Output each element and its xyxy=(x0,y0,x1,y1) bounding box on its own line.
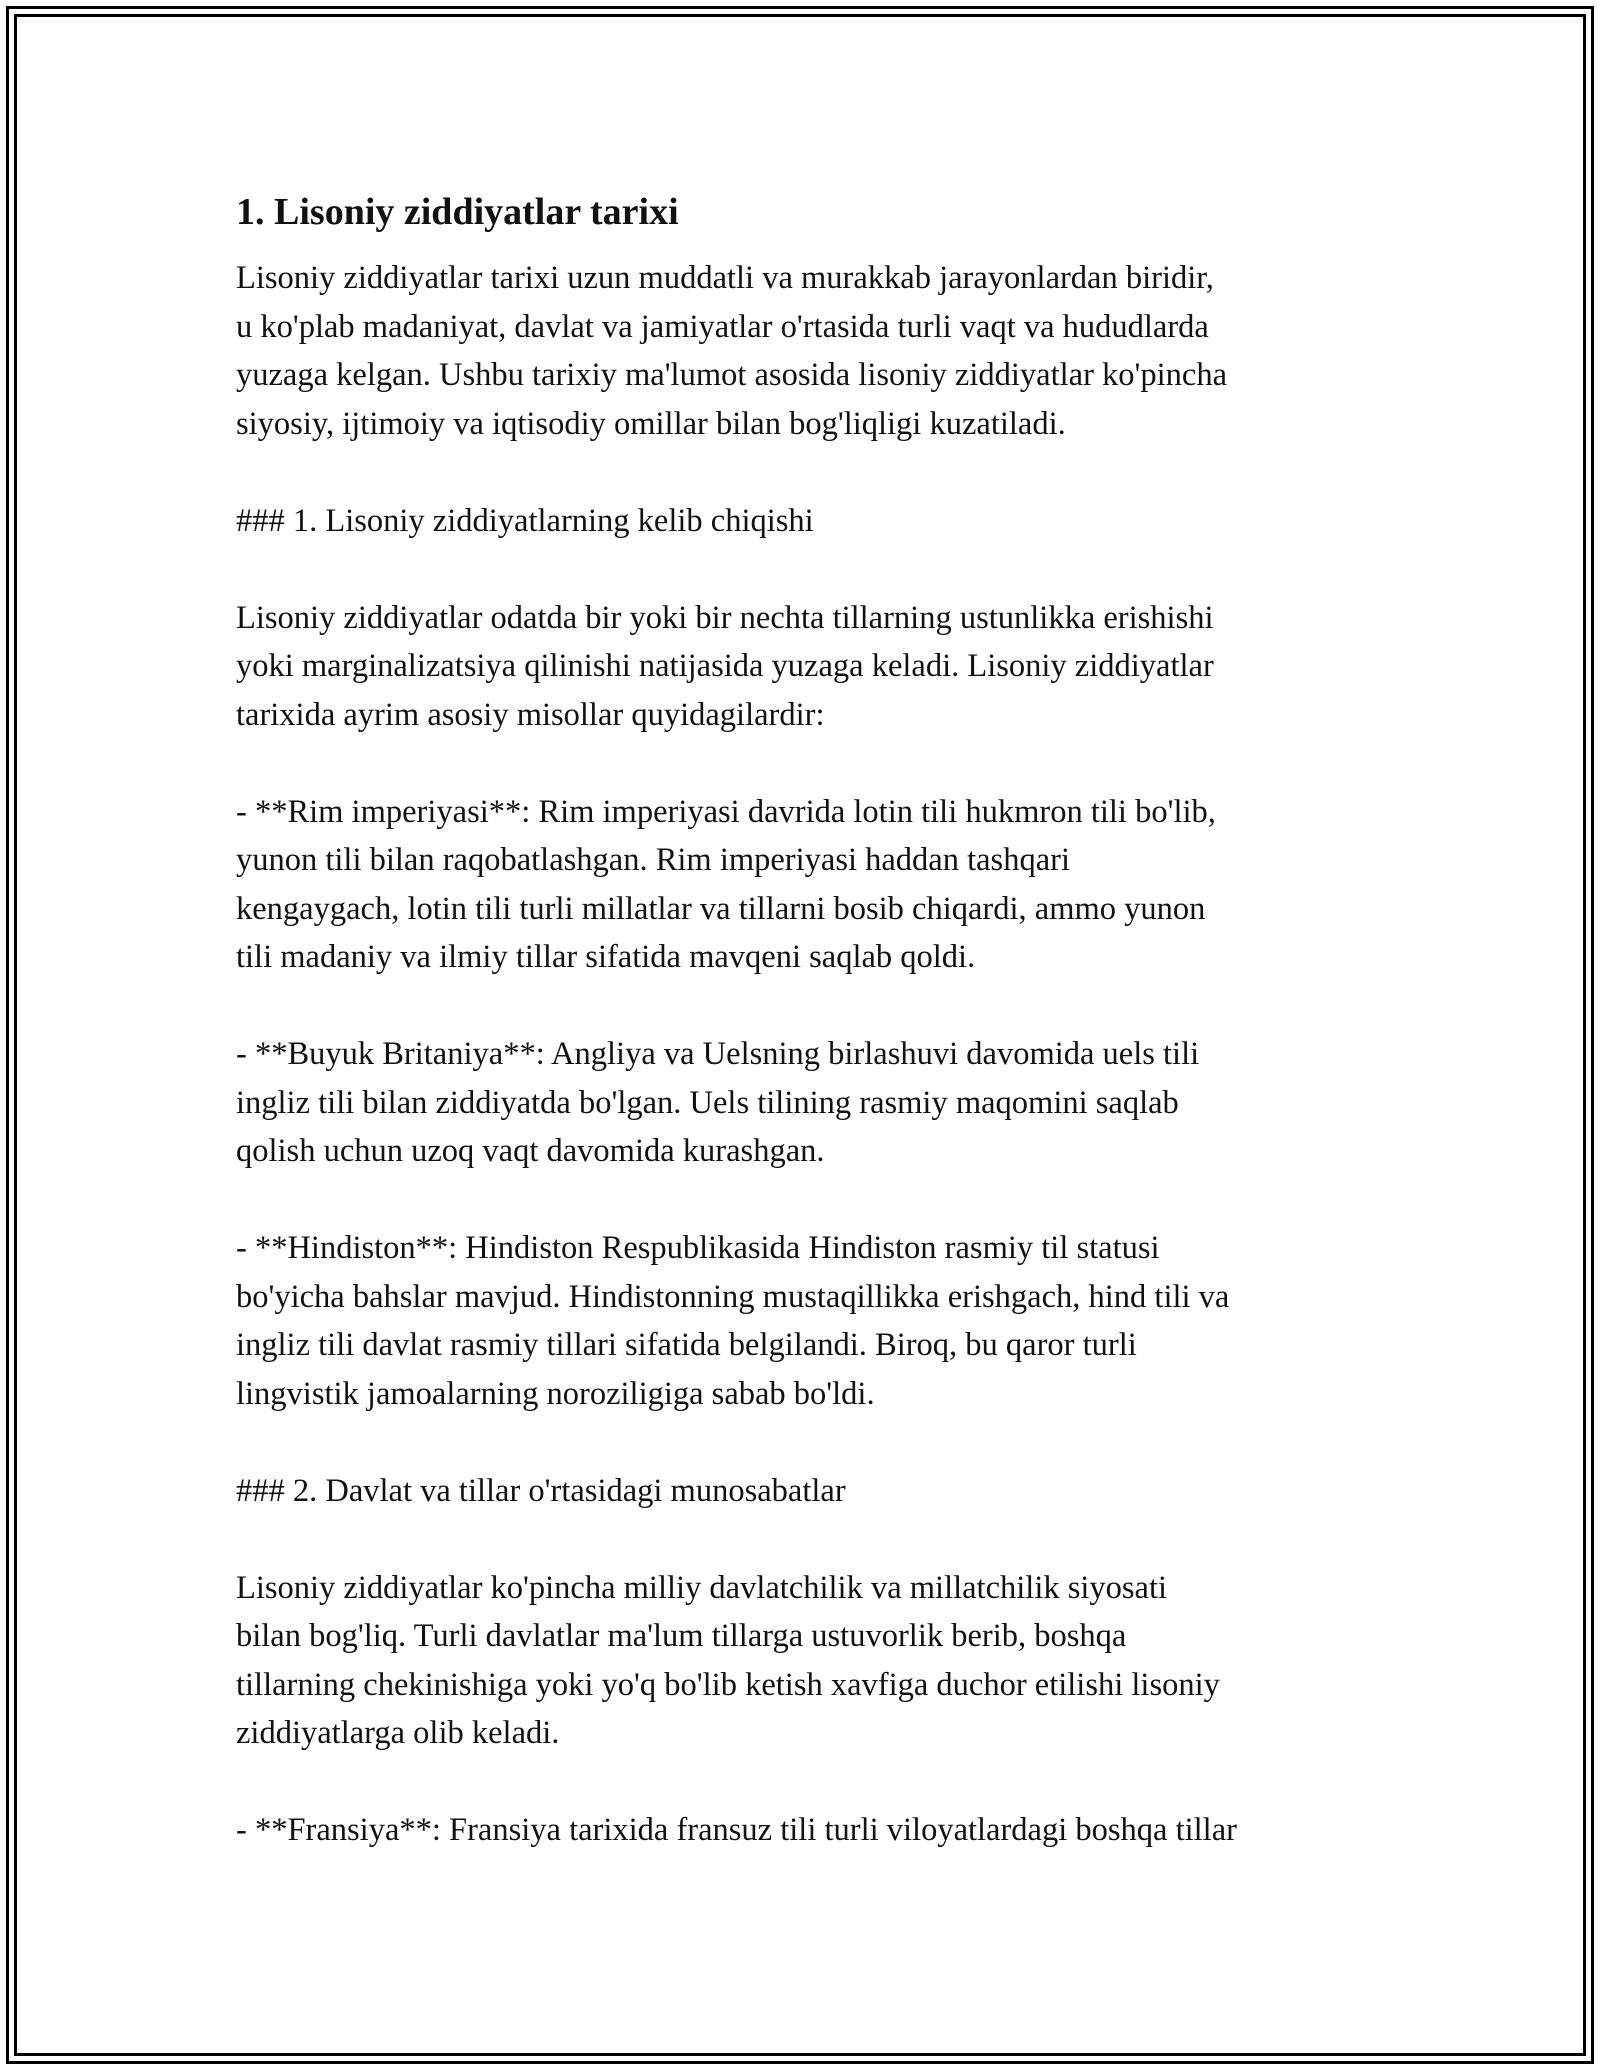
paragraph xyxy=(236,1030,1386,1176)
text-line: yoki marginalizatsiya qilinishi natijasida yuzaga keladi. Lisoniy ziddiyatlar xyxy=(236,648,1214,684)
text-line: - **Buyuk Britaniya**: Angliya va Uelsning birlashuvi davomida uels tili xyxy=(236,1036,1200,1072)
text-line: tili madaniy va ilmiy tillar sifatida mavqeni saqlab qoldi. xyxy=(236,939,976,975)
paragraph-list xyxy=(236,254,1386,1855)
text-line: ziddiyatlarga olib keladi. xyxy=(236,1715,560,1751)
text-line: - **Fransiya**: Fransiya tarixida fransuz tili turli viloyatlardagi boshqa tillar xyxy=(236,1812,1237,1848)
text-line: lingvistik jamoalarning noroziligiga sabab bo'ldi. xyxy=(236,1375,875,1412)
text-line: ### 2. Davlat va tillar o'rtasidagi munosabatlar xyxy=(236,1472,846,1509)
text-line: ### 1. Lisoniy ziddiyatlarning kelib chiqishi xyxy=(236,502,814,539)
text-line: Lisoniy ziddiyatlar ko'pincha milliy davlatchilik va millatchilik siyosati xyxy=(236,1569,1168,1606)
document-title: 1. Lisoniy ziddiyatlar tarixi xyxy=(236,191,679,233)
text-line: qolish uchun uzoq vaqt davomida kurashgan. xyxy=(236,1133,825,1169)
text-line: tillarning chekinishiga yoki yo'q bo'lib ketish xavfiga duchor etilishi lisoniy xyxy=(236,1666,1220,1703)
text-line: ingliz tili davlat rasmiy tillari sifatida belgilandi. Biroq, bu qaror turli xyxy=(236,1327,1137,1363)
paragraph xyxy=(236,1564,1386,1758)
text-line: bo'yicha bahslar mavjud. Hindistonning mustaqillikka erishgach, hind tili va xyxy=(236,1278,1230,1315)
text-line: bilan bog'liq. Turli davlatlar ma'lum tillarga ustuvorlik berib, boshqa xyxy=(236,1618,1127,1654)
document-body xyxy=(236,188,1386,1855)
paragraph xyxy=(236,788,1386,982)
text-line: yunon tili bilan raqobatlashgan. Rim imperiyasi haddan tashqari xyxy=(236,842,1070,878)
text-line: yuzaga kelgan. Ushbu tarixiy ma'lumot asosida lisoniy ziddiyatlar ko'pincha xyxy=(236,357,1227,393)
text-line: tarixida ayrim asosiy misollar quyidagilardir: xyxy=(236,696,825,733)
paragraph xyxy=(236,1224,1386,1418)
text-line: - **Rim imperiyasi**: Rim imperiyasi davrida lotin tili hukmron tili bo'lib, xyxy=(236,793,1216,830)
text-line: - **Hindiston**: Hindiston Respublikasida Hindiston rasmiy til statusi xyxy=(236,1230,1160,1266)
paragraph xyxy=(236,1467,1386,1516)
text-line: Lisoniy ziddiyatlar odatda bir yoki bir nechta tillarning ustunlikka erishishi xyxy=(236,599,1214,636)
paragraph xyxy=(236,497,1386,546)
paragraph xyxy=(236,254,1386,448)
text-line: Lisoniy ziddiyatlar tarixi uzun muddatli va murakkab jarayonlardan biridir, xyxy=(236,260,1214,296)
paragraph xyxy=(236,594,1386,740)
paragraph xyxy=(236,1806,1386,1855)
text-line: ingliz tili bilan ziddiyatda bo'lgan. Uels tilining rasmiy maqomini saqlab xyxy=(236,1084,1179,1121)
text-line: kengaygach, lotin tili turli millatlar va tillarni bosib chiqardi, ammo yunon xyxy=(236,890,1206,927)
text-line: siyosiy, ijtimoiy va iqtisodiy omillar bilan bog'liqligi kuzatiladi. xyxy=(236,405,1066,442)
text-line: u ko'plab madaniyat, davlat va jamiyatlar o'rtasida turli vaqt va hududlarda xyxy=(236,308,1209,345)
